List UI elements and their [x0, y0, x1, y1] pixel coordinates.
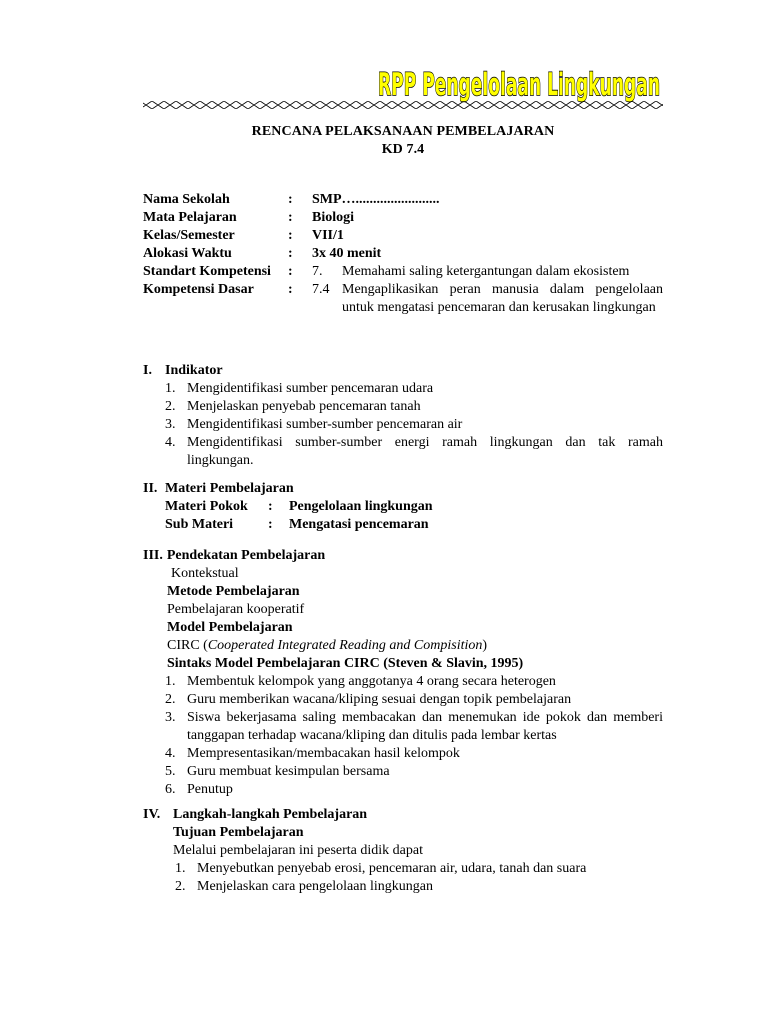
- indikator-list: [165, 380, 663, 470]
- section-heading: [143, 480, 663, 498]
- row-alokasi-waktu: [143, 245, 663, 263]
- label-kelas-semester: Kelas/Semester: [143, 228, 235, 243]
- number-kompetensi-dasar: 7.4: [312, 282, 330, 297]
- colon: :: [288, 246, 293, 261]
- item-number: 3.: [165, 417, 176, 432]
- item-number: 2.: [165, 692, 176, 707]
- section-number: II.: [143, 481, 158, 496]
- item-number: 1.: [175, 861, 186, 876]
- item-text: Menjelaskan penyebab pencemaran tanah: [187, 399, 421, 414]
- label-mata-pelajaran: Mata Pelajaran: [143, 210, 237, 225]
- sintaks-list: [165, 673, 663, 799]
- sintaks-heading: Sintaks Model Pembelajaran CIRC (Steven & Slavin, 1995): [167, 656, 524, 671]
- item-text: Menyebutkan penyebab erosi, pencemaran air, udara, tanah dan suara: [197, 861, 587, 876]
- list-item: [165, 380, 663, 398]
- banner-wordart: [376, 57, 662, 103]
- section-title: Pendekatan Pembelajaran: [166, 548, 326, 563]
- item-text: Mengidentifikasi sumber-sumber pencemaran air: [187, 417, 463, 432]
- number-standart-kompetensi: 7.: [312, 264, 323, 279]
- list-item: [165, 763, 663, 781]
- section-materi: [143, 480, 663, 534]
- model-value: [167, 637, 663, 655]
- model-heading: Model Pembelajaran: [167, 620, 293, 635]
- sub-materi-label: Sub Materi: [165, 517, 234, 532]
- colon: :: [288, 228, 293, 243]
- label-kompetensi-dasar: Kompetensi Dasar: [143, 282, 254, 297]
- identity-table: [143, 191, 663, 317]
- label-alokasi-waktu: Alokasi Waktu: [143, 246, 232, 261]
- item-text: Guru membuat kesimpulan bersama: [187, 764, 390, 779]
- row-mata-pelajaran: [143, 209, 663, 227]
- section-title: Indikator: [165, 363, 223, 378]
- section-number: I.: [143, 363, 152, 378]
- colon: :: [288, 192, 293, 207]
- list-item: [165, 745, 663, 763]
- document-title: RENCANA PELAKSANAAN PEMBELAJARAN: [251, 124, 555, 139]
- list-item: [165, 673, 663, 691]
- colon: :: [288, 210, 293, 225]
- colon: :: [268, 517, 273, 532]
- metode-heading: Metode Pembelajaran: [167, 584, 300, 599]
- list-item: [165, 781, 663, 799]
- colon: :: [288, 282, 293, 297]
- list-item: [175, 878, 663, 896]
- section-pendekatan: [143, 547, 663, 799]
- item-number: 1.: [165, 674, 176, 689]
- value-kelas-semester: VII/1: [312, 228, 344, 243]
- section-heading: [143, 362, 663, 380]
- wave-line-bottom: [143, 106, 663, 109]
- item-text: Siswa bekerjasama saling membacakan dan menemukan ide pokok dan memberi tanggapan terhadap wacana/kliping dan ditulis pada lembar kertas: [187, 710, 663, 743]
- section-number: III.: [143, 548, 163, 563]
- item-number: 6.: [165, 782, 176, 797]
- list-item: [165, 709, 663, 745]
- row-standart-kompetensi: [143, 263, 663, 281]
- colon: :: [288, 264, 293, 279]
- list-item: [165, 434, 663, 470]
- sub-materi-value: Mengatasi pencemaran: [289, 517, 429, 532]
- materi-pokok-label: Materi Pokok: [165, 499, 248, 514]
- banner-svg: [376, 57, 662, 103]
- item-text: Mengidentifikasi sumber-sumber energi ramah lingkungan dan tak ramah lingkungan.: [187, 435, 663, 468]
- colon: :: [268, 499, 273, 514]
- value-kompetensi-dasar: Mengaplikasikan peran manusia dalam pengelolaan untuk mengatasi pencemaran dan kerusakan lingkungan: [342, 282, 663, 315]
- section-heading: [143, 547, 663, 565]
- tujuan-intro: Melalui pembelajaran ini peserta didik dapat: [173, 843, 423, 858]
- wave-line-top: [143, 102, 663, 105]
- model-suffix: ): [482, 638, 488, 653]
- item-text: Membentuk kelompok yang anggotanya 4 orang secara heterogen: [187, 674, 556, 689]
- tujuan-list: [175, 860, 663, 896]
- banner-text: RPP Pengelolaan Lingkungan: [378, 67, 660, 103]
- item-number: 2.: [175, 879, 186, 894]
- row-kompetensi-dasar: [143, 281, 663, 317]
- list-item: [165, 416, 663, 434]
- item-text: Mengidentifikasi sumber pencemaran udara: [187, 381, 434, 396]
- item-text: Guru memberikan wacana/kliping sesuai dengan topik pembelajaran: [187, 692, 572, 707]
- document-subtitle: KD 7.4: [381, 142, 425, 157]
- decorative-rule: [143, 98, 663, 112]
- materi-pokok-value: Pengelolaan lingkungan: [289, 499, 433, 514]
- section-title: Langkah-langkah Pembelajaran: [173, 807, 368, 822]
- value-mata-pelajaran: Biologi: [312, 210, 355, 225]
- row-nama-sekolah: [143, 191, 663, 209]
- item-number: 2.: [165, 399, 176, 414]
- model-name: Cooperated Integrated Reading and Compisition: [207, 638, 483, 653]
- section-langkah: [143, 806, 663, 896]
- list-item: [165, 691, 663, 709]
- label-nama-sekolah: Nama Sekolah: [143, 192, 230, 207]
- value-nama-sekolah: SMP…........................: [312, 192, 440, 207]
- sub-materi-row: [165, 516, 663, 534]
- item-number: 4.: [165, 435, 176, 450]
- section-heading: [143, 806, 663, 824]
- list-item: [165, 398, 663, 416]
- value-standart-kompetensi: Memahami saling ketergantungan dalam ekosistem: [342, 264, 630, 279]
- section-title: Materi Pembelajaran: [165, 481, 294, 496]
- section-number: IV.: [143, 807, 161, 822]
- materi-pokok-row: [165, 498, 663, 516]
- row-kelas-semester: [143, 227, 663, 245]
- item-number: 1.: [165, 381, 176, 396]
- list-item: [175, 860, 663, 878]
- decorative-rule-svg: [143, 98, 663, 112]
- model-prefix: CIRC (: [167, 638, 208, 653]
- value-alokasi-waktu: 3x 40 menit: [312, 246, 382, 261]
- item-number: 3.: [165, 710, 176, 725]
- item-number: 4.: [165, 746, 176, 761]
- item-number: 5.: [165, 764, 176, 779]
- tujuan-heading: Tujuan Pembelajaran: [173, 825, 304, 840]
- label-standart-kompetensi: Standart Kompetensi: [143, 264, 271, 279]
- item-text: Menjelaskan cara pengelolaan lingkungan: [197, 879, 433, 894]
- item-text: Mempresentasikan/membacakan hasil kelompok: [187, 746, 460, 761]
- pendekatan-value: Kontekstual: [171, 566, 239, 581]
- section-indikator: [143, 362, 663, 470]
- item-text: Penutup: [187, 782, 233, 797]
- metode-value: Pembelajaran kooperatif: [167, 602, 305, 617]
